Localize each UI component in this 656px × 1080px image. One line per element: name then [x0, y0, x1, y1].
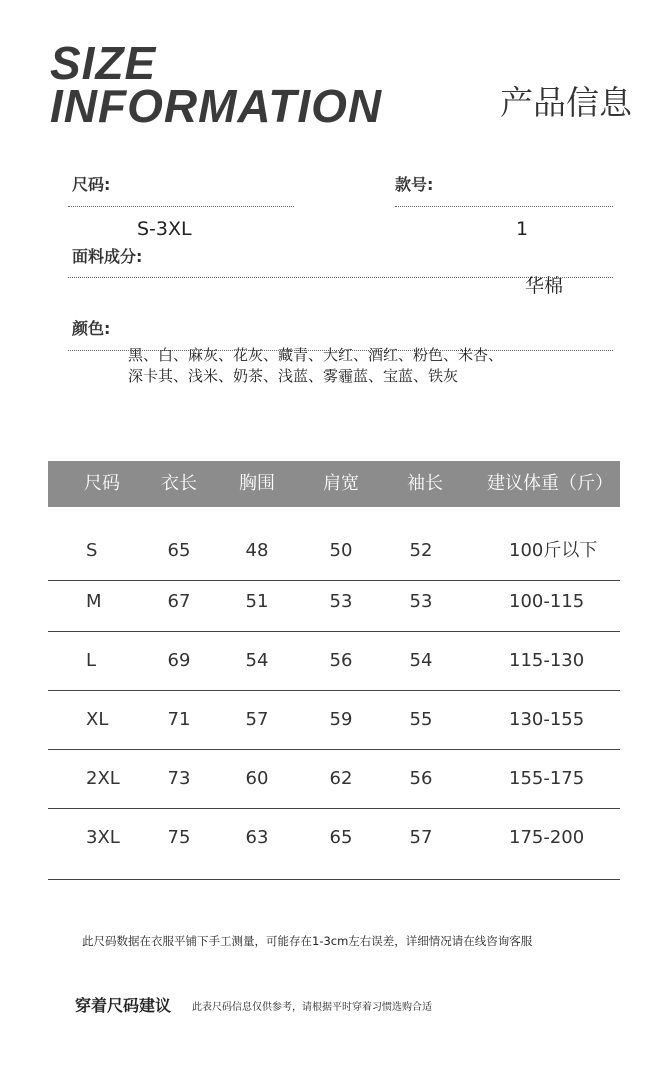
title-information: INFORMATION: [50, 80, 383, 132]
cell-size: L: [86, 650, 97, 671]
cell-sleeve: 54: [409, 650, 433, 671]
header-sleeve: 袖长: [407, 473, 443, 494]
suggestion-text: 此表尺码信息仅供参考，请根据平时穿着习惯选购合适: [192, 1002, 432, 1013]
cell-length: 75: [167, 827, 191, 848]
cell-weight: 115-130: [509, 650, 585, 671]
cell-size: 3XL: [86, 827, 120, 848]
title-size: SIZE: [50, 37, 157, 89]
cell-length: 65: [167, 540, 191, 561]
table-row: [48, 690, 620, 750]
cell-chest: 60: [245, 768, 269, 789]
cell-chest: 57: [245, 709, 269, 730]
color-list-line2: 深卡其、浅米、奶茶、浅蓝、雾霾蓝、宝蓝、铁灰: [128, 367, 459, 385]
cell-size: M: [86, 591, 102, 612]
cell-weight: 175-200: [509, 827, 585, 848]
cell-weight: 100斤以下: [509, 540, 598, 561]
cell-shoulder: 50: [329, 540, 353, 561]
color-list-line1: 黑、白、麻灰、花灰、藏青、大红、酒红、粉色、米杏、: [128, 346, 504, 364]
cell-shoulder: 53: [329, 591, 353, 612]
cell-chest: 48: [245, 540, 269, 561]
measurement-note: 此尺码数据在衣服平铺下手工测量，可能存在1-3cm左右误差，详细情况请在线咨询客服: [82, 934, 533, 948]
header-shoulder: 肩宽: [323, 473, 359, 494]
cell-sleeve: 57: [409, 827, 433, 848]
header-size: 尺码: [84, 473, 120, 494]
cell-sleeve: 52: [409, 540, 433, 561]
size-table-header: [48, 461, 620, 507]
table-row: [48, 749, 620, 809]
style-divider: [395, 206, 613, 207]
cell-chest: 51: [245, 591, 269, 612]
cell-weight: 155-175: [509, 768, 585, 789]
header-weight: 建议体重（斤）: [487, 473, 613, 494]
cell-size: XL: [86, 709, 109, 730]
cell-shoulder: 62: [329, 768, 353, 789]
size-value: S-3XL: [137, 218, 192, 240]
cell-sleeve: 53: [409, 591, 433, 612]
header-length: 衣长: [161, 473, 197, 494]
cell-sleeve: 56: [409, 768, 433, 789]
cell-shoulder: 56: [329, 650, 353, 671]
size-label: 尺码:: [72, 175, 111, 194]
cell-size: 2XL: [86, 768, 120, 789]
cell-length: 69: [167, 650, 191, 671]
cell-size: S: [86, 540, 98, 561]
style-label: 款号:: [395, 175, 434, 194]
header-chest: 胸围: [239, 473, 275, 494]
suggestion-title: 穿着尺码建议: [75, 996, 172, 1015]
cell-chest: 63: [245, 827, 269, 848]
size-divider: [68, 206, 294, 207]
cell-length: 67: [167, 591, 191, 612]
fabric-label: 面料成分:: [72, 247, 143, 266]
table-row: [48, 631, 620, 691]
title-chinese: 产品信息: [500, 83, 632, 122]
color-list: [128, 345, 588, 387]
cell-weight: 130-155: [509, 709, 585, 730]
table-row: [48, 808, 620, 880]
cell-length: 71: [167, 709, 191, 730]
table-row: [48, 572, 620, 632]
cell-shoulder: 59: [329, 709, 353, 730]
fabric-value: 华棉: [525, 275, 564, 297]
style-value: 1: [516, 218, 529, 240]
cell-length: 73: [167, 768, 191, 789]
cell-sleeve: 55: [409, 709, 433, 730]
cell-weight: 100-115: [509, 591, 585, 612]
cell-shoulder: 65: [329, 827, 353, 848]
color-label: 颜色:: [72, 319, 111, 338]
cell-chest: 54: [245, 650, 269, 671]
